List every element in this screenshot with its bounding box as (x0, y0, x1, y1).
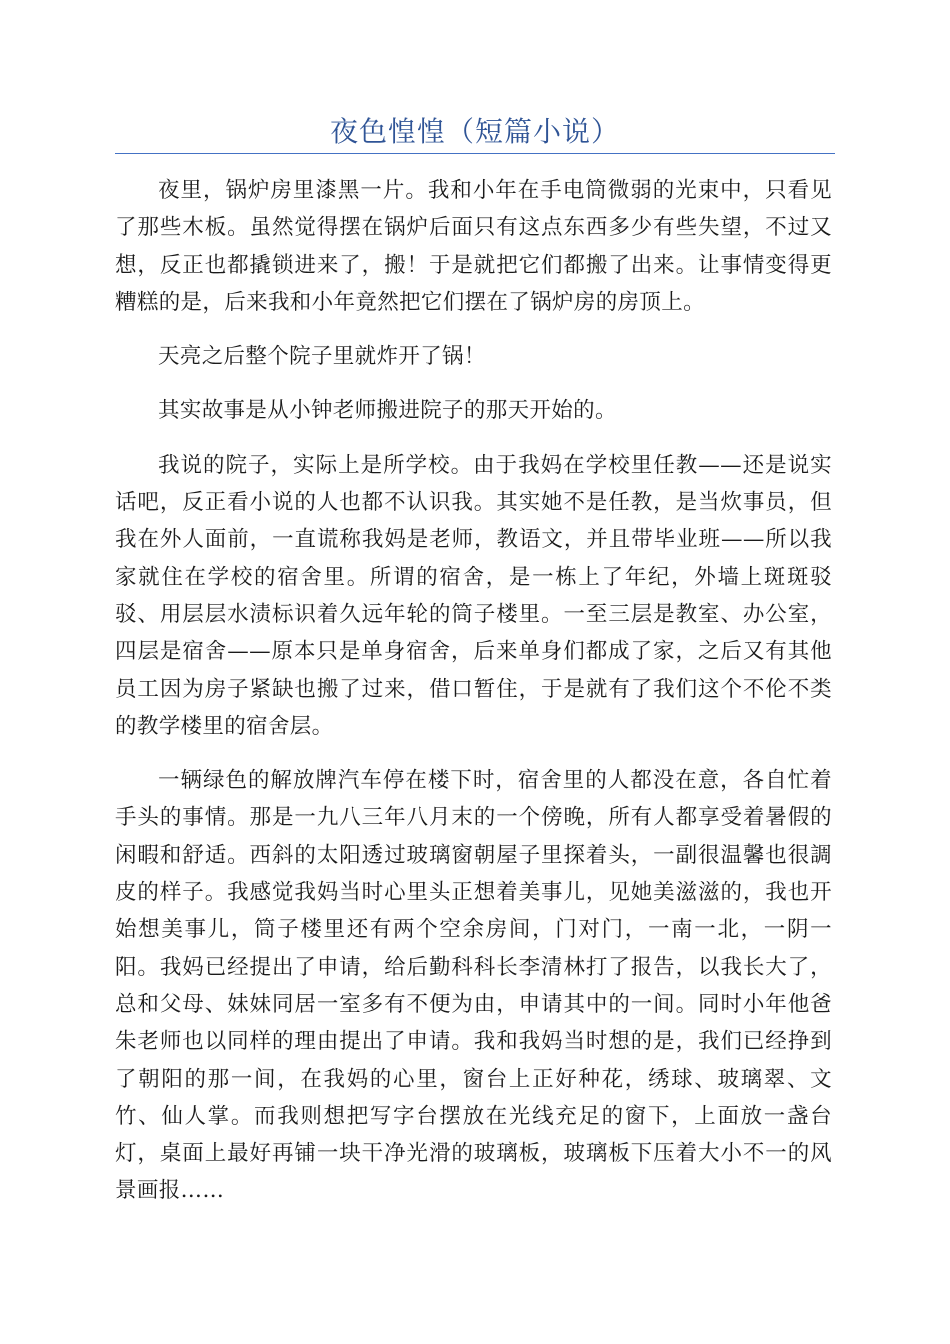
document-title: 夜色惶惶（短篇小说） (329, 115, 620, 148)
title-underline (115, 153, 835, 154)
document-body (115, 172, 832, 1227)
paragraph-3: 其实故事是从小钟老师搬进院子的那天开始的。 (158, 398, 617, 424)
paragraph-4: 我说的院子，实际上是所学校。由于我妈在学校里任教——还是说实话吧，反正看小说的人也都不认识我。其实她不是任教，是当炊事员，但我在外人面前，一直谎称我妈是老师，教语文，并且带毕业班——所以我家就住在学校的宿舍里。所谓的宿舍，是一栋上了年纪，外墙上斑斑驳驳、用层层水渍标识着久远年轮的筒子楼里。一至三层是教室、办公室，四层是宿舍——原本只是单身宿舍，后来单身们都成了家，之后又有其他员工因为房子紧缺也搬了过来，借口暂住，于是就有了我们这个不伦不类的教学楼里的宿舍层。 (115, 452, 832, 739)
paragraph-2: 天亮之后整个院子里就炸开了锅！ (158, 344, 486, 370)
paragraph-1: 夜里，锅炉房里漆黑一片。我和小年在手电筒微弱的光束中，只看见了那些木板。虽然觉得摆在锅炉后面只有这点东西多少有些失望，不过又想，反正也都撬锁进来了，搬！于是就把它们都搬了出来。让事情变得更糟糕的是，后来我和小年竟然把它们摆在了锅炉房的房顶上。 (115, 178, 832, 315)
paragraph-5: 一辆绿色的解放牌汽车停在楼下时，宿舍里的人都没在意，各自忙着手头的事情。那是一九八三年八月末的一个傍晚，所有人都享受着暑假的闲暇和舒适。西斜的太阳透过玻璃窗朝屋子里探着头，一副很温馨也很調皮的样子。我感觉我妈当时心里头正想着美事儿，见她美滋滋的，我也开始想美事儿，筒子楼里还有两个空余房间，门对门，一南一北，一阴一阳。我妈已经提出了申请，给后勤科科长李清林打了报告，以我长大了，总和父母、妹妹同居一室多有不便为由，申请其中的一间。同时小年他爸朱老师也以同样的理由提出了申请。我和我妈当时想的是，我们已经挣到了朝阳的那一间，在我妈的心里，窗台上正好种花，绣球、玻璃翠、文竹、仙人掌。而我则想把写字台摆放在光线充足的窗下，上面放一盏台灯，桌面上最好再铺一块干净光滑的玻璃板，玻璃板下压着大小不一的风景画报…… (115, 768, 832, 1204)
